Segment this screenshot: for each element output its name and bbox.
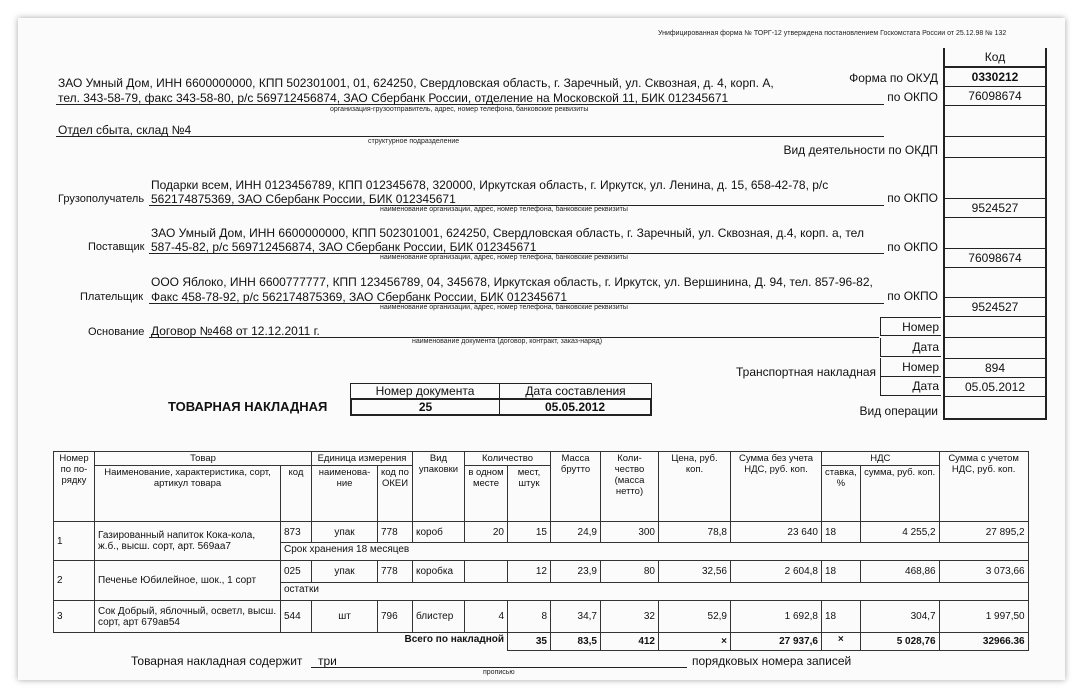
row1-vat-rate: 18 bbox=[822, 522, 861, 543]
okpo-code-shipper: 76098674 bbox=[945, 87, 1045, 106]
row2-places: 12 bbox=[508, 561, 551, 583]
row1-per-place: 20 bbox=[465, 522, 508, 543]
row2-price: 32,56 bbox=[659, 561, 731, 583]
row2-package: коробка bbox=[413, 561, 465, 583]
okpo-label-payer: по ОКПО bbox=[887, 289, 938, 303]
footer-caption: прописью bbox=[483, 669, 515, 676]
consignee-label: Грузополучатель bbox=[58, 193, 145, 205]
hdr-sum-no-vat: Сумма без учета НДС, руб. коп. bbox=[731, 452, 822, 522]
row3-price: 52,9 bbox=[659, 601, 731, 633]
hdr-package: Вид упаковки bbox=[413, 452, 465, 522]
okdp-label: Вид деятельности по ОКДП bbox=[783, 143, 938, 157]
waybill-number-label: Номер bbox=[880, 358, 941, 377]
okpo-code-consignee: 9524527 bbox=[945, 199, 1045, 218]
totals-net: 412 bbox=[601, 633, 659, 651]
row1-price: 78,8 bbox=[659, 522, 731, 543]
row1-name: Газированный напиток Кока-кола, ж.б., высш. сорт, арт. 569аа7 bbox=[95, 522, 281, 561]
okdp-code bbox=[945, 137, 1045, 158]
totals-price: × bbox=[659, 633, 731, 651]
code-header: Код bbox=[945, 48, 1045, 68]
invoice-sheet bbox=[18, 18, 1065, 680]
row2-number: 2 bbox=[54, 561, 95, 601]
okud-code: 0330212 bbox=[945, 68, 1045, 87]
document-title: ТОВАРНАЯ НАКЛАДНАЯ bbox=[168, 399, 328, 414]
doc-number-header: Номер документа bbox=[351, 384, 500, 398]
footer-underline bbox=[311, 667, 687, 668]
code-empty-4 bbox=[945, 268, 1045, 298]
row2-unit: упак bbox=[312, 561, 378, 583]
transport-label: Транспортная накладная bbox=[735, 365, 876, 379]
okpo-code-supplier: 76098674 bbox=[945, 249, 1045, 268]
doc-number-value: 25 bbox=[352, 400, 500, 414]
totals-gross: 83,5 bbox=[551, 633, 601, 651]
row3-per-place: 4 bbox=[465, 601, 508, 633]
hdr-vat-rate: ставка, % bbox=[822, 466, 861, 522]
hdr-row-number: Номер по по-рядку bbox=[54, 452, 95, 522]
form-approval-note: Унифицированная форма № ТОРГ-12 утверждена постановлением Госкомстата России от 25.12.98 № 132 bbox=[658, 30, 1007, 37]
waybill-date-label: Дата bbox=[880, 377, 941, 396]
hdr-quantity: Количество bbox=[465, 452, 551, 466]
hdr-places: мест, штук bbox=[508, 466, 551, 522]
row2-per-place bbox=[465, 561, 508, 583]
hdr-total: Сумма с учетом НДС, руб. коп. bbox=[939, 452, 1028, 522]
waybill-date-value: 05.05.2012 bbox=[945, 378, 1045, 397]
row2-okei: 778 bbox=[378, 561, 413, 583]
hdr-net: Коли-чество (масса нетто) bbox=[601, 452, 659, 522]
row1-places: 15 bbox=[508, 522, 551, 543]
row1-note: Срок хранения 18 месяцев bbox=[281, 543, 1029, 561]
row3-number: 3 bbox=[54, 601, 95, 633]
row3-sum: 1 692,8 bbox=[731, 601, 822, 633]
totals-sum: 27 937,6 bbox=[731, 633, 822, 651]
supplier-line-1: ЗАО Умный Дом, ИНН 6600000000, КПП 502301001, 624250, Свердловская область, г. Заречный, ул. Сквозная, д.4, корп. а, тел bbox=[151, 226, 864, 240]
basis-value: Договор №468 от 12.12.2011 г. bbox=[151, 324, 320, 338]
doc-date-value: 05.05.2012 bbox=[544, 400, 606, 414]
supplier-label: Поставщик bbox=[88, 241, 145, 253]
payer-label: Плательщик bbox=[80, 291, 144, 303]
consignee-caption: наименование организации, адрес, номер телефона, банковские реквизиты bbox=[380, 206, 628, 213]
footer-suffix: порядковых номера записей bbox=[692, 654, 852, 668]
row3-total: 1 997,50 bbox=[939, 601, 1028, 633]
hdr-product-name: Наименование, характеристика, сорт, артикул товара bbox=[95, 466, 281, 522]
code-empty-1 bbox=[945, 106, 1045, 137]
basis-number-value bbox=[945, 317, 1045, 338]
code-column bbox=[943, 48, 1047, 420]
okpo-label-consignee: по ОКПО bbox=[887, 191, 938, 205]
payer-line-1: ООО Яблоко, ИНН 6600777777, КПП 123456789, 04, 345678, Иркутская область, г. Иркутск, ул. Вершинина, Д. 94, тел. 857-96-82, bbox=[151, 275, 873, 289]
row3-vat-sum: 304,7 bbox=[860, 601, 939, 633]
consignee-line-2: 562174875369, ЗАО Сбербанк России, БИК 012345671 bbox=[151, 192, 456, 206]
row3-gross: 34,7 bbox=[551, 601, 601, 633]
row3-okei: 796 bbox=[378, 601, 413, 633]
row2-sum: 2 604,8 bbox=[731, 561, 822, 583]
row2-note: остатки bbox=[281, 583, 1029, 601]
code-empty-2 bbox=[945, 158, 1045, 199]
row1-code: 873 bbox=[281, 522, 312, 543]
row1-net: 300 bbox=[601, 522, 659, 543]
footer-count: три bbox=[318, 654, 337, 668]
okud-label: Форма по ОКУД bbox=[849, 71, 938, 85]
doc-date-header: Дата составления bbox=[525, 384, 626, 398]
shipper-caption: организация-грузоотправитель, адрес, номер телефона, банковские реквизиты bbox=[330, 106, 589, 113]
totals-vat-rate: × bbox=[822, 633, 861, 651]
payer-line-2: Факс 458-78-92, р/с 562174875369, ЗАО Сбербанк России, БИК 012345671 bbox=[151, 290, 567, 304]
totals-vat-sum: 5 028,76 bbox=[860, 633, 939, 651]
hdr-product: Товар bbox=[95, 452, 312, 466]
totals-label: Всего по накладной bbox=[54, 633, 508, 651]
supplier-line-2: 587-45-82, р/с 569712456874, ЗАО Сбербанк России, БИК 012345671 bbox=[151, 240, 537, 254]
waybill-number-value: 894 bbox=[945, 359, 1045, 378]
row3-unit: шт bbox=[312, 601, 378, 633]
department: Отдел сбыта, склад №4 bbox=[58, 123, 192, 137]
footer-label: Товарная накладная содержит bbox=[131, 654, 303, 668]
payer-caption: наименование организации, адрес, номер телефона, банковские реквизиты bbox=[380, 304, 628, 311]
hdr-vat: НДС bbox=[822, 452, 940, 466]
row1-unit: упак bbox=[312, 522, 378, 543]
row1-number: 1 bbox=[54, 522, 95, 561]
hdr-gross: Масса брутто bbox=[551, 452, 601, 522]
row3-places: 8 bbox=[508, 601, 551, 633]
row2-vat-rate: 18 bbox=[822, 561, 861, 583]
basis-label: Основание bbox=[88, 326, 145, 338]
basis-caption: наименование документа (договор, контракт, заказ-наряд) bbox=[412, 338, 603, 345]
hdr-price: Цена, руб. коп. bbox=[659, 452, 731, 522]
supplier-caption: наименование организации, адрес, номер телефона, банковские реквизиты bbox=[380, 254, 628, 261]
hdr-okei: код по ОКЕИ bbox=[378, 466, 413, 522]
row2-name: Печенье Юбилейное, шок., 1 сорт bbox=[95, 561, 281, 601]
department-caption: структурное подразделение bbox=[368, 138, 460, 145]
consignee-line-1: Подарки всем, ИНН 0123456789, КПП 012345678, 320000, Иркутская область, г. Иркутск, ул. Ленина, д. 15, 658-42-78, р/с bbox=[151, 178, 829, 192]
basis-date-value bbox=[945, 338, 1045, 359]
totals-total: 32966.36 bbox=[939, 633, 1028, 651]
row2-code: 025 bbox=[281, 561, 312, 583]
okpo-code-payer: 9524527 bbox=[945, 298, 1045, 317]
okpo-label-shipper: по ОКПО bbox=[887, 90, 938, 104]
hdr-unit-name: наименова-ние bbox=[312, 466, 378, 522]
basis-number-label: Номер bbox=[880, 317, 941, 336]
goods-table bbox=[53, 451, 1029, 651]
row2-net: 80 bbox=[601, 561, 659, 583]
hdr-vat-sum: сумма, руб. коп. bbox=[860, 466, 939, 522]
row3-vat-rate: 18 bbox=[822, 601, 861, 633]
row1-total: 27 895,2 bbox=[939, 522, 1028, 543]
operation-label: Вид операции bbox=[859, 404, 938, 418]
totals-places: 35 bbox=[508, 633, 551, 651]
code-empty-3 bbox=[945, 218, 1045, 249]
hdr-product-code: код bbox=[281, 466, 312, 522]
row1-vat-sum: 4 255,2 bbox=[860, 522, 939, 543]
shipper-line-2: тел. 343-58-79, факс 343-58-80, р/с 569712456874, ЗАО Сбербанк России, отделение на Московской 11, БИК 012345671 bbox=[58, 91, 729, 105]
row2-vat-sum: 468,86 bbox=[860, 561, 939, 583]
okpo-label-supplier: по ОКПО bbox=[887, 240, 938, 254]
hdr-unit: Единица измерения bbox=[312, 452, 413, 466]
row1-package: короб bbox=[413, 522, 465, 543]
row1-okei: 778 bbox=[378, 522, 413, 543]
row2-gross: 23,9 bbox=[551, 561, 601, 583]
shipper-line-1: ЗАО Умный Дом, ИНН 6600000000, КПП 502301001, 01, 624250, Свердловская область, г. Заречный, ул. Сквозная, д. 4, корп. А, bbox=[58, 76, 774, 90]
row3-net: 32 bbox=[601, 601, 659, 633]
row3-package: блистер bbox=[413, 601, 465, 633]
basis-date-label: Дата bbox=[880, 338, 941, 357]
row1-gross: 24,9 bbox=[551, 522, 601, 543]
row1-sum: 23 640 bbox=[731, 522, 822, 543]
document-number-box bbox=[350, 383, 652, 416]
department-underline bbox=[56, 136, 884, 137]
row3-name: Сок Добрый, яблочный, осветл, высш. сорт, арт 679ав54 bbox=[95, 601, 281, 633]
row3-code: 544 bbox=[281, 601, 312, 633]
shipper-underline bbox=[56, 104, 884, 105]
row2-total: 3 073,66 bbox=[939, 561, 1028, 583]
hdr-per-place: в одном месте bbox=[465, 466, 508, 522]
